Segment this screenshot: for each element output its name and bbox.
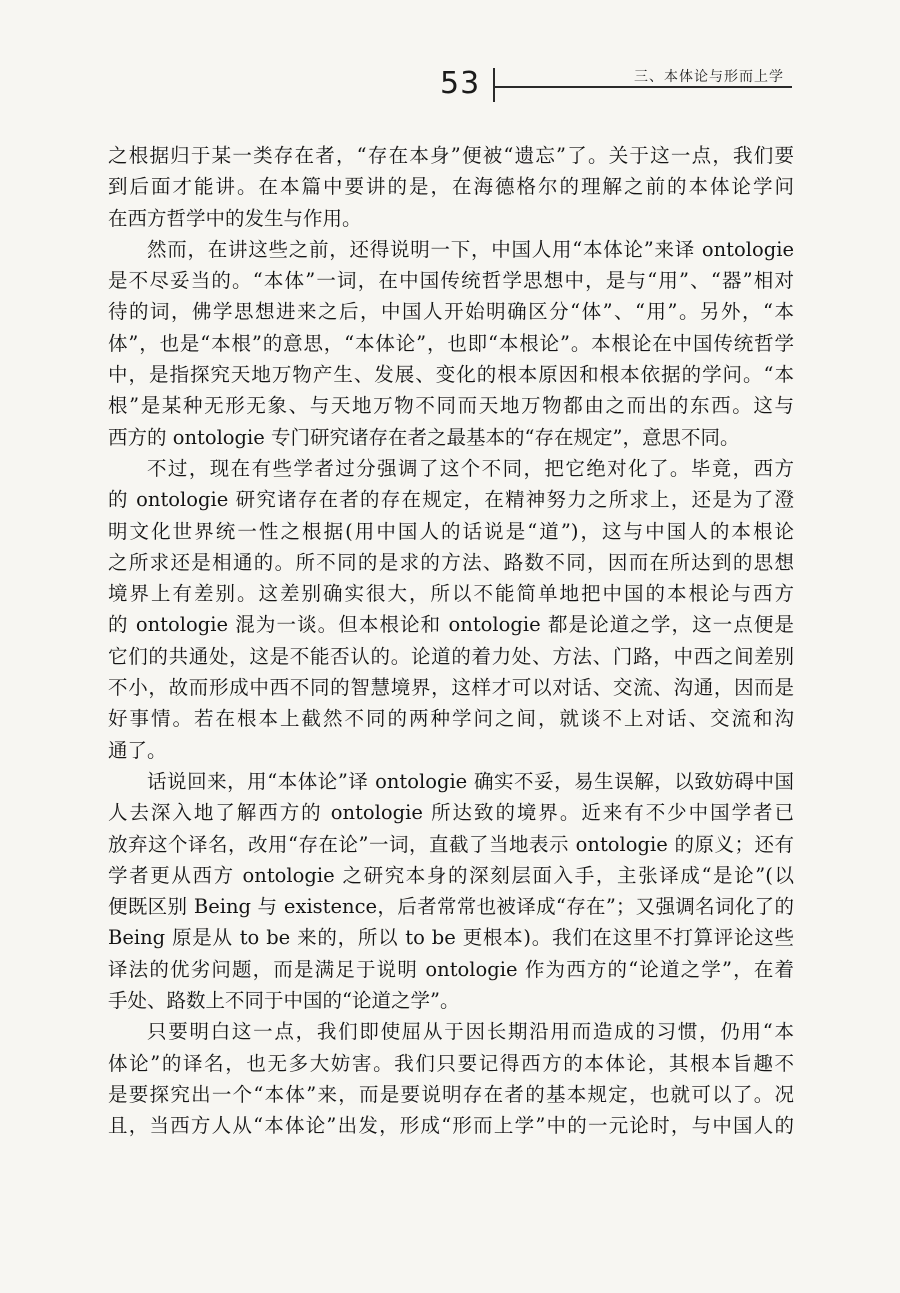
text-line: 境界上有差别。这差别确实很大，所以不能简单地把中国的本根论与西方 [108,582,794,606]
text-line: 之根据归于某一类存在者，“存在本身”便被“遗忘”了。关于这一点，我们要 [108,144,794,167]
text-line: 译法的优劣问题，而是满足于说明 ontologie 作为西方的“论道之学”，在着 [108,957,794,981]
running-title: 三、本体论与形而上学 [634,69,784,85]
text-line: 体”，也是“本根”的意思，“本体论”，也即“本根论”。本根论在中国传统哲学 [108,331,794,355]
page-number: 53 [440,66,481,101]
text-line: 话说回来，用“本体论”译 ontologie 确实不妥，易生误解，以致妨碍中国 [147,769,794,793]
text-line: 是要探究出一个“本体”来，而是要说明存在者的基本规定，也就可以了。况 [108,1082,794,1106]
body-text [108,140,794,1142]
text-line: 便既区别 Being 与 existence，后者常常也被译成“存在”；又强调名词化了的 [108,895,794,919]
text-line: 是不尽妥当的。“本体”一词，在中国传统哲学思想中，是与“用”、“器”相对 [108,269,794,293]
header-horizontal-rule [495,86,792,88]
text-line: 然而，在讲这些之前，还得说明一下，中国人用“本体论”来译 ontologie [147,237,794,261]
text-line: Being 原是从 to be 来的，所以 to be 更根本)。我们在这里不打算评论这些 [108,926,794,950]
text-line: 放弃这个译名，改用“存在论”一词，直截了当地表示 ontologie 的原义；还有 [108,832,794,856]
text-line: 体论”的译名，也无多大妨害。我们只要记得西方的本体论，其根本旨趣不 [108,1051,794,1075]
text-line: 不过，现在有些学者过分强调了这个不同，把它绝对化了。毕竟，西方 [147,456,794,480]
text-line: 中，是指探究天地万物产生、发展、变化的根本原因和根本依据的学问。“本 [108,363,794,387]
text-line: 西方的 ontologie 专门研究诸存在者之最基本的“存在规定”，意思不同。 [108,425,740,449]
text-line: 明文化世界统一性之根据(用中国人的话说是“道”)，这与中国人的本根论 [108,519,794,543]
text-line: 到后面才能讲。在本篇中要讲的是，在海德格尔的理解之前的本体论学问 [108,175,794,199]
text-line: 不小，故而形成中西不同的智慧境界，这样才可以对话、交流、沟通，因而是 [108,676,794,700]
text-line: 的 ontologie 混为一谈。但本根论和 ontologie 都是论道之学，这一点便是 [108,613,794,637]
text-line: 通了。 [108,738,167,762]
page-header [440,64,792,108]
text-line: 待的词，佛学思想进来之后，中国人开始明确区分“体”、“用”。另外，“本 [108,300,794,324]
text-line: 学者更从西方 ontologie 之研究本身的深刻层面入手，主张译成“是论”(以 [108,863,794,887]
text-line: 人去深入地了解西方的 ontologie 所达致的境界。近来有不少中国学者已 [108,801,794,825]
text-line: 的 ontologie 研究诸存在者的存在规定，在精神努力之所求上，还是为了澄 [108,488,794,512]
text-line: 之所求还是相通的。所不同的是求的方法、路数不同，因而在所达到的思想 [108,550,794,574]
text-line: 在西方哲学中的发生与作用。 [108,206,362,230]
text-line: 手处、路数上不同于中国的“论道之学”。 [108,989,460,1013]
text-line: 只要明白这一点，我们即使屈从于因长期沿用而造成的习惯，仍用“本 [147,1020,794,1044]
text-line: 根”是某种无形无象、与天地万物不同而天地万物都由之而出的东西。这与 [108,394,794,418]
text-line: 它们的共通处，这是不能否认的。论道的着力处、方法、门路，中西之间差别 [108,644,794,668]
text-line: 好事情。若在根本上截然不同的两种学问之间，就谈不上对话、交流和沟 [108,707,794,731]
text-line: 且，当西方人从“本体论”出发，形成“形而上学”中的一元论时，与中国人的 [108,1114,794,1138]
header-vertical-rule [493,68,495,102]
